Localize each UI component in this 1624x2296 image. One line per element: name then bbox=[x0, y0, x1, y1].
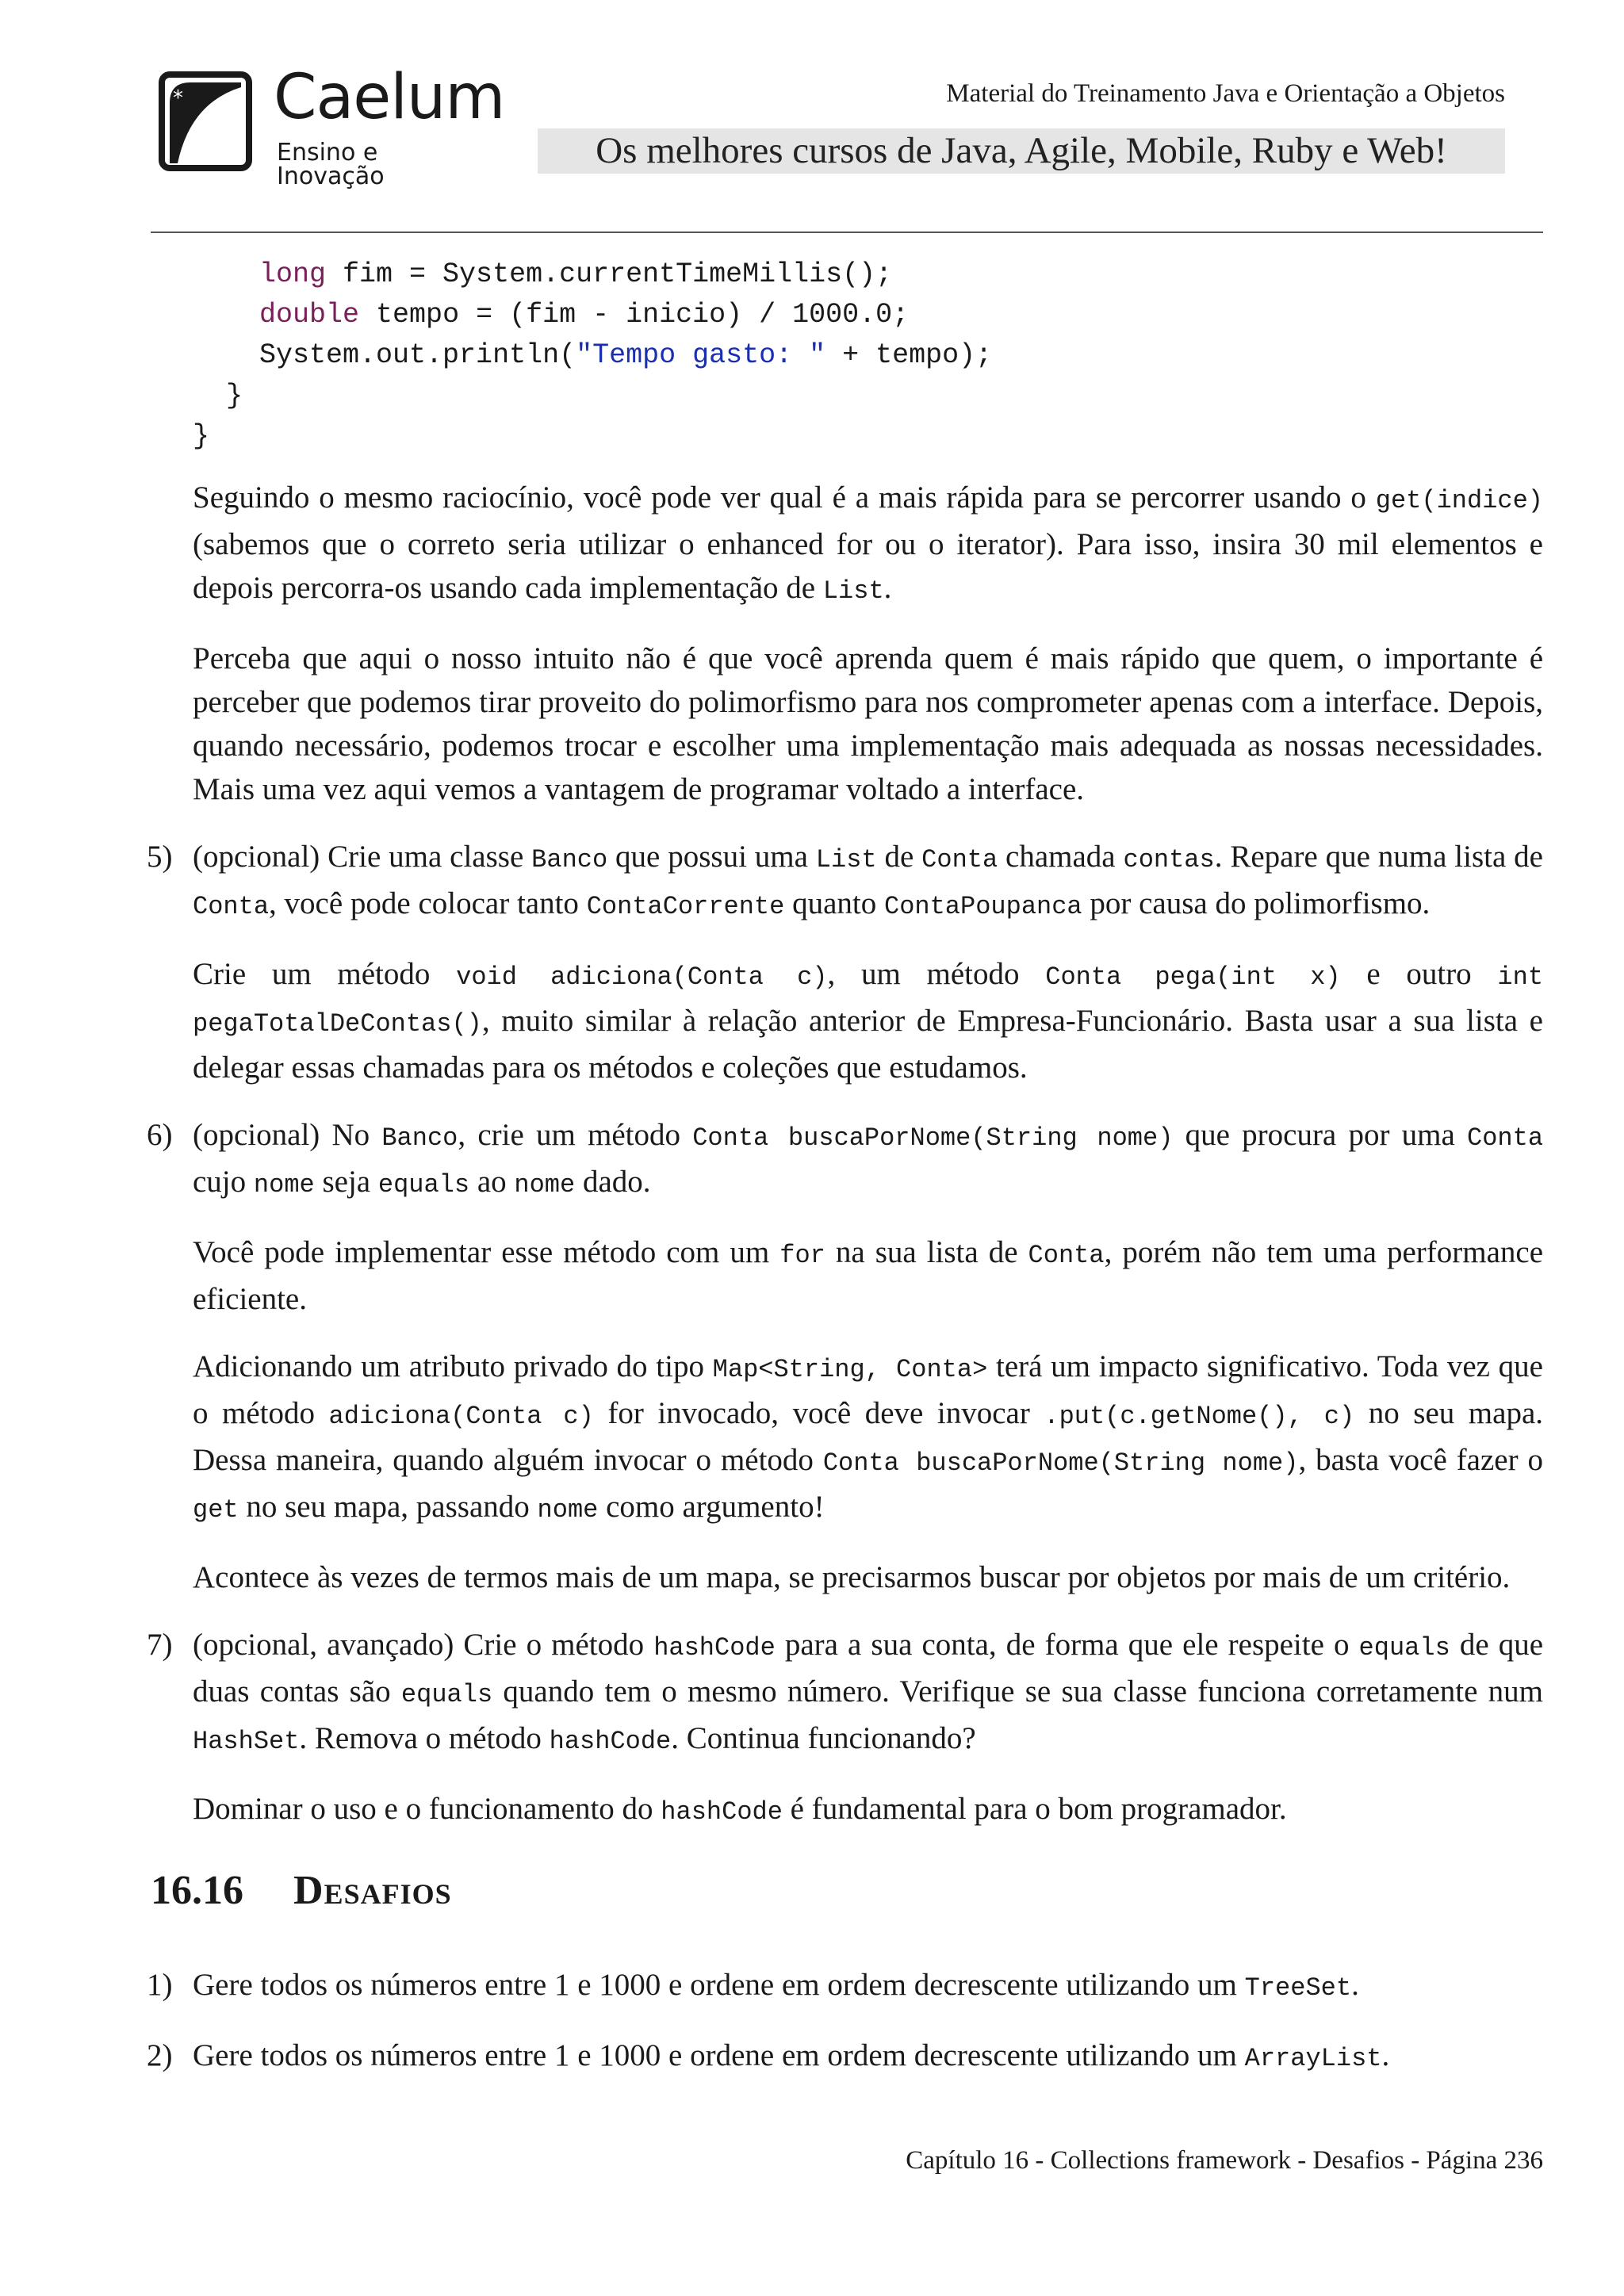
item-number: 6) bbox=[147, 1118, 173, 1152]
paragraph: Acontece às vezes de termos mais de um mapa, se precisarmos buscar por objetos por mais de um critério. bbox=[193, 1560, 1511, 1594]
code-line: System.out.println("Tempo gasto: " + tempo); bbox=[259, 339, 993, 371]
paragraph: Gere todos os números entre 1 e 1000 e ordene em ordem decrescente utilizando um ArrayList. bbox=[193, 2038, 1390, 2073]
header-title: Material do Treinamento Java e Orientação a Objetos bbox=[946, 79, 1505, 108]
paragraph: Dominar o uso e o funcionamento do hashCode é fundamental para o bom programador. bbox=[193, 1792, 1287, 1827]
item-number: 2) bbox=[147, 2038, 173, 2072]
paragraph: Você pode implementar esse método com um for na sua lista de Conta, porém não tem uma performance eficiente. bbox=[193, 1235, 1544, 1316]
paragraph: (opcional) Crie uma classe Banco que possui uma List de Conta chamada contas. Repare que numa lista de Conta, você pode colocar tanto ContaCorrente quanto ContaPoupanca por causa do polimorfismo. bbox=[193, 840, 1543, 921]
item-number: 7) bbox=[147, 1628, 173, 1662]
paragraph: (opcional) No Banco, crie um método Conta buscaPorNome(String nome) que procura por uma Conta cujo nome seja equals ao nome dado. bbox=[193, 1118, 1544, 1200]
challenge-item bbox=[147, 2034, 1543, 2080]
paragraph: Seguindo o mesmo raciocínio, você pode ver qual é a mais rápida para se percorrer usando o get(indice) (sabemos que o correto seria utilizar o enhanced for ou o iterator). Para isso, insira 30 mil elementos e depois percorra-os usando cada implementação de List. bbox=[193, 480, 1543, 606]
section-title: Desafios bbox=[293, 1868, 452, 1913]
page-footer: Capítulo 16 - Collections framework - Desafios - Página 236 bbox=[906, 2146, 1543, 2175]
section-heading bbox=[151, 1867, 452, 1914]
header-divider bbox=[151, 232, 1543, 233]
logo-name: Caelum bbox=[274, 62, 505, 133]
code-line: } bbox=[193, 420, 210, 452]
exercise-item-5 bbox=[147, 835, 1544, 1089]
item-number: 5) bbox=[147, 840, 173, 874]
exercise-item-7 bbox=[147, 1623, 1544, 1834]
logo-mark-icon bbox=[159, 71, 252, 171]
section-number: 16.16 bbox=[151, 1868, 243, 1913]
svg-text:*: * bbox=[173, 86, 183, 110]
challenge-list bbox=[147, 1963, 1543, 2080]
paragraph: Adicionando um atributo privado do tipo Map<String, Conta> terá um impacto significativo. Toda vez que o método adiciona(Conta c) for invocado, você deve invocar .put(c.getNome(), c) no seu mapa. Dessa maneira, quando alguém invocar o método Conta buscaPorNome(String nome), basta você fazer o get no seu mapa, passando nome como argumento! bbox=[193, 1349, 1544, 1525]
item-number: 1) bbox=[147, 1968, 173, 2002]
code-line: long fim = System.currentTimeMillis(); bbox=[259, 258, 893, 290]
code-line: double tempo = (fim - inicio) / 1000.0; bbox=[259, 299, 910, 331]
paragraph: Gere todos os números entre 1 e 1000 e ordene em ordem decrescente utilizando um TreeSet. bbox=[193, 1968, 1359, 2003]
logo-tagline: Ensino e Inovação bbox=[277, 139, 385, 190]
paragraph: (opcional, avançado) Crie o método hashCode para a sua conta, de forma que ele respeite o equals de que duas contas são equals quando tem o mesmo número. Verifique se sua classe funciona corretamente num HashSet. Remova o método hashCode. Continua funcionando? bbox=[193, 1628, 1544, 1756]
header-banner: Os melhores cursos de Java, Agile, Mobile, Ruby e Web! bbox=[538, 128, 1505, 174]
exercise-item-6 bbox=[147, 1113, 1544, 1599]
challenge-item bbox=[147, 1963, 1543, 2010]
code-block bbox=[193, 254, 992, 457]
paragraph: Perceba que aqui o nosso intuito não é que você aprenda quem é mais rápido que quem, o importante é perceber que podemos tirar proveito do polimorfismo para nos comprometer apenas com a interface. Depois, quando necessário, podemos trocar e escolher uma implementação mais adequada as nossas necessidades. Mais uma vez aqui vemos a vantagem de programar voltado a interface. bbox=[193, 641, 1543, 806]
code-line: } bbox=[226, 380, 243, 411]
body-content bbox=[147, 476, 1544, 1834]
paragraph: Crie um método void adiciona(Conta c), um método Conta pega(int x) e outro int pegaTotalDeContas(), muito similar à relação anterior de Empresa-Funcionário. Basta usar a sua lista e delegar essas chamadas para os métodos e coleções que estudamos. bbox=[193, 957, 1544, 1085]
caelum-logo bbox=[159, 62, 505, 190]
